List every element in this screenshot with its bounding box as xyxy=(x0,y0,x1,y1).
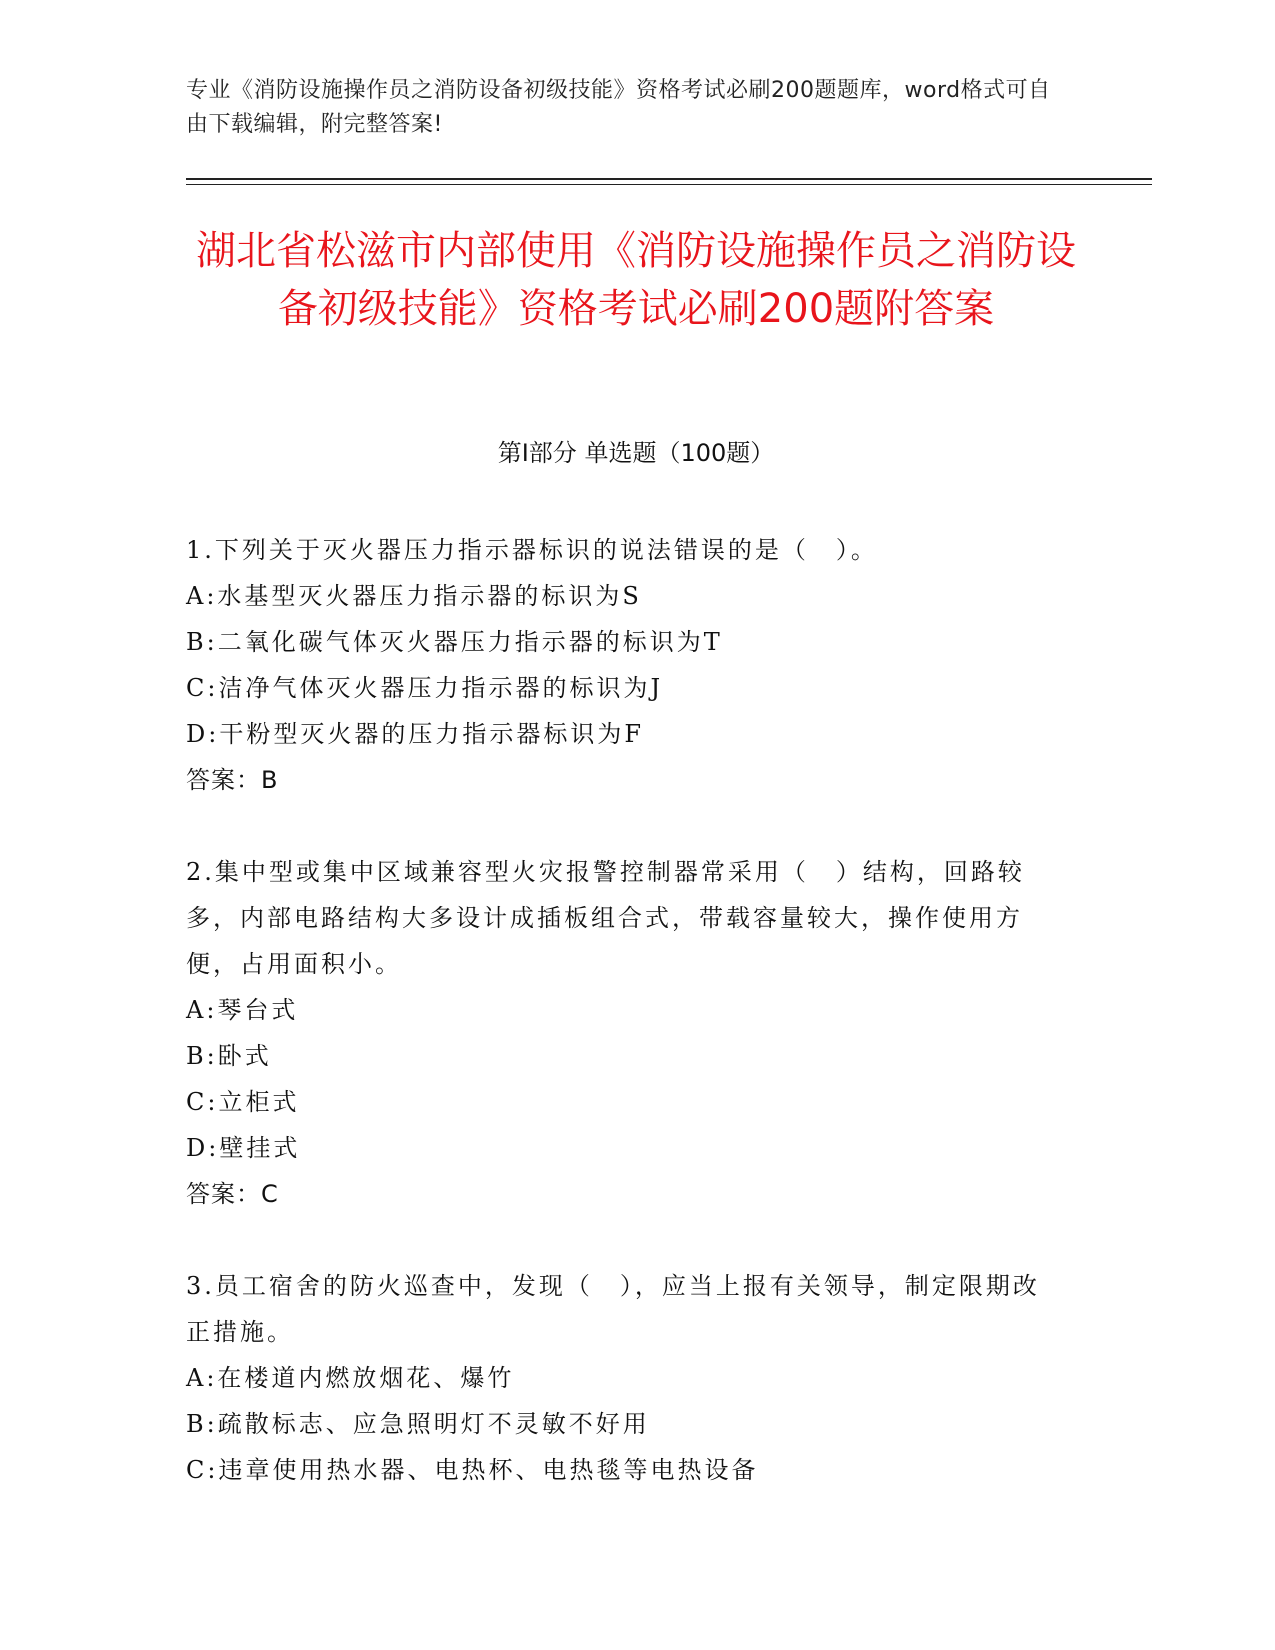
question-option-a: A:在楼道内燃放烟花、爆竹 xyxy=(186,1364,515,1392)
question-stem: 1.下列关于灭火器压力指示器标识的说法错误的是（ ）。 xyxy=(186,536,878,564)
question-option-c: C:洁净气体灭火器压力指示器的标识为J xyxy=(186,674,664,702)
question-option-d: D:壁挂式 xyxy=(186,1134,301,1162)
document-title: 湖北省松滋市内部使用《消防设施操作员之消防设备初级技能》资格考试必刷200题附答案 xyxy=(196,228,1076,332)
section-heading: 第Ⅰ部分 单选题（100题） xyxy=(497,439,775,467)
header-divider-thin xyxy=(186,184,1152,185)
question-option-d: D:干粉型灭火器的压力指示器标识为F xyxy=(186,720,644,748)
question-option-b: B:二氧化碳气体灭火器压力指示器的标识为T xyxy=(186,628,723,656)
question-option-c: C:违章使用热水器、电热杯、电热毯等电热设备 xyxy=(186,1456,759,1484)
question-item xyxy=(186,527,1066,803)
question-option-b: B:卧式 xyxy=(186,1042,272,1070)
question-option-b: B:疏散标志、应急照明灯不灵敏不好用 xyxy=(186,1410,650,1438)
question-list xyxy=(186,527,1066,1539)
question-option-a: A:琴台式 xyxy=(186,996,299,1024)
header-divider-thick xyxy=(186,178,1152,180)
question-option-c: C:立柜式 xyxy=(186,1088,300,1116)
question-stem: 2.集中型或集中区域兼容型火灾报警控制器常采用（ ）结构，回路较多，内部电路结构大多设计成插板组合式，带载容量较大，操作使用方便，占用面积小。 xyxy=(186,858,1025,978)
question-stem: 3.员工宿舍的防火巡查中，发现（ ），应当上报有关领导，制定限期改正措施。 xyxy=(186,1272,1040,1346)
question-option-a: A:水基型灭火器压力指示器的标识为S xyxy=(186,582,642,610)
question-item xyxy=(186,849,1066,1217)
question-answer: 答案：B xyxy=(186,766,279,794)
question-answer: 答案：C xyxy=(186,1180,279,1208)
question-item xyxy=(186,1263,1066,1493)
header-note: 专业《消防设施操作员之消防设备初级技能》资格考试必刷200题题库，word格式可自由下载编辑，附完整答案! xyxy=(186,78,1051,137)
